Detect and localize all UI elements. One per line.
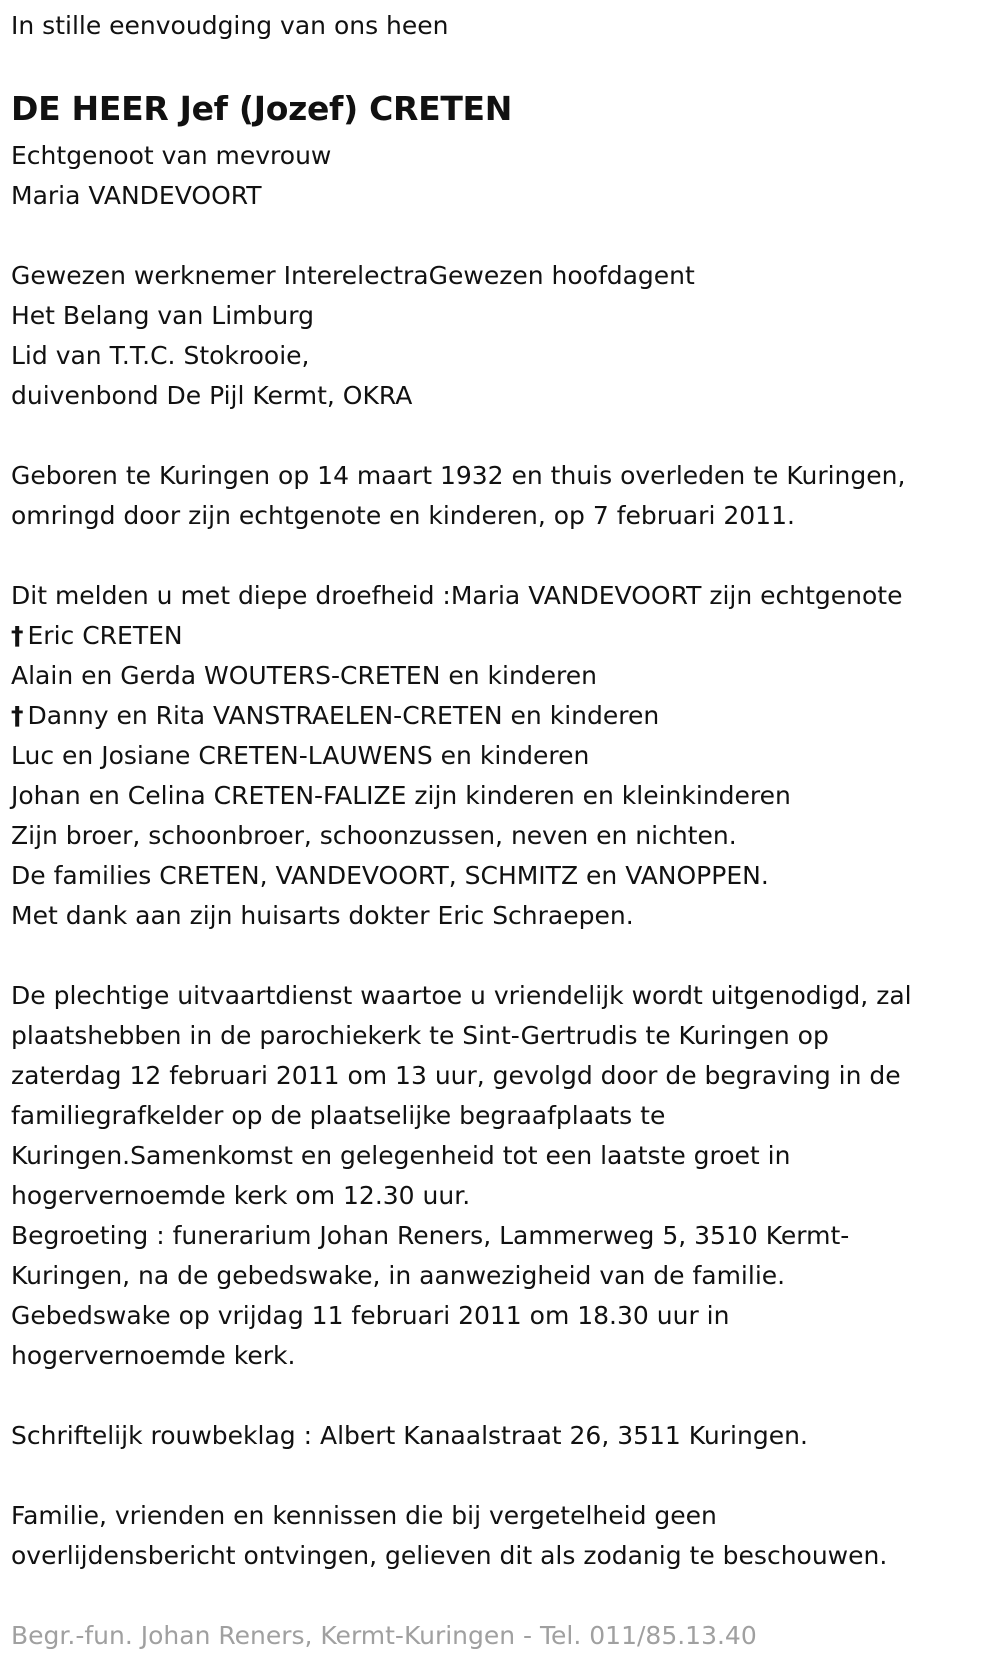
cross-icon: † [11, 701, 24, 730]
mourner-line: Zijn broer, schoonbroer, schoonzussen, neven en nichten. [11, 821, 737, 850]
funeral-line: De plechtige uitvaartdienst waartoe u vriendelijk wordt uitgenodigd, zal [11, 981, 912, 1010]
funeral-line: zaterdag 12 februari 2011 om 13 uur, gevolgd door de begraving in de [11, 1061, 901, 1090]
mourner-line: De families CRETEN, VANDEVOORT, SCHMITZ en VANOPPEN. [11, 861, 769, 890]
funeral-line: familiegrafkelder op de plaatselijke begraafplaats te [11, 1101, 666, 1130]
notice-line: overlijdensbericht ontvingen, gelieven dit als zodanig te beschouwen. [11, 1541, 888, 1570]
birth-death-line: omringd door zijn echtgenote en kinderen, op 7 februari 2011. [11, 501, 795, 530]
mourner-line: Johan en Celina CRETEN-FALIZE zijn kinderen en kleinkinderen [11, 781, 791, 810]
mourner-line [11, 696, 1000, 736]
mourner-line: Met dank aan zijn huisarts dokter Eric Schraepen. [11, 901, 634, 930]
funeral-home-footer: Begr.-fun. Johan Reners, Kermt-Kuringen - Tel. 011/85.13.40 [11, 1621, 757, 1650]
spouse-line: Echtgenoot van mevrouw [11, 141, 332, 170]
cross-icon: † [11, 621, 24, 650]
mourner-name: Eric CRETEN [27, 621, 183, 650]
career-line: Gewezen werknemer InterelectraGewezen hoofdagent [11, 261, 695, 290]
obituary-notice [11, 6, 1000, 1656]
funeral-line: hogervernoemde kerk. [11, 1341, 296, 1370]
career-line: Het Belang van Limburg [11, 301, 314, 330]
intro-text: In stille eenvoudging van ons heen [11, 11, 449, 40]
career-line: duivenbond De Pijl Kermt, OKRA [11, 381, 413, 410]
funeral-line: hogervernoemde kerk om 12.30 uur. [11, 1181, 471, 1210]
mourner-name: Danny en Rita VANSTRAELEN-CRETEN en kinderen [27, 701, 660, 730]
funeral-line: Kuringen.Samenkomst en gelegenheid tot een laatste groet in [11, 1141, 791, 1170]
mourner-line: Dit melden u met diepe droefheid :Maria VANDEVOORT zijn echtgenote [11, 581, 903, 610]
funeral-line: Gebedswake op vrijdag 11 februari 2011 om 18.30 uur in [11, 1301, 730, 1330]
career-line: Lid van T.T.C. Stokrooie, [11, 341, 310, 370]
birth-death-line: Geboren te Kuringen op 14 maart 1932 en thuis overleden te Kuringen, [11, 461, 906, 490]
deceased-name-title: DE HEER Jef (Jozef) CRETEN [11, 89, 513, 128]
spouse-name: Maria VANDEVOORT [11, 181, 262, 210]
notice-line: Familie, vrienden en kennissen die bij vergetelheid geen [11, 1501, 717, 1530]
condolences-address: Schriftelijk rouwbeklag : Albert Kanaalstraat 26, 3511 Kuringen. [11, 1421, 808, 1450]
mourner-line: Alain en Gerda WOUTERS-CRETEN en kinderen [11, 661, 598, 690]
funeral-line: Kuringen, na de gebedswake, in aanwezigheid van de familie. [11, 1261, 786, 1290]
funeral-line: plaatshebben in de parochiekerk te Sint-Gertrudis te Kuringen op [11, 1021, 829, 1050]
mourner-line: Luc en Josiane CRETEN-LAUWENS en kinderen [11, 741, 590, 770]
mourner-line [11, 616, 1000, 656]
funeral-line: Begroeting : funerarium Johan Reners, Lammerweg 5, 3510 Kermt- [11, 1221, 850, 1250]
